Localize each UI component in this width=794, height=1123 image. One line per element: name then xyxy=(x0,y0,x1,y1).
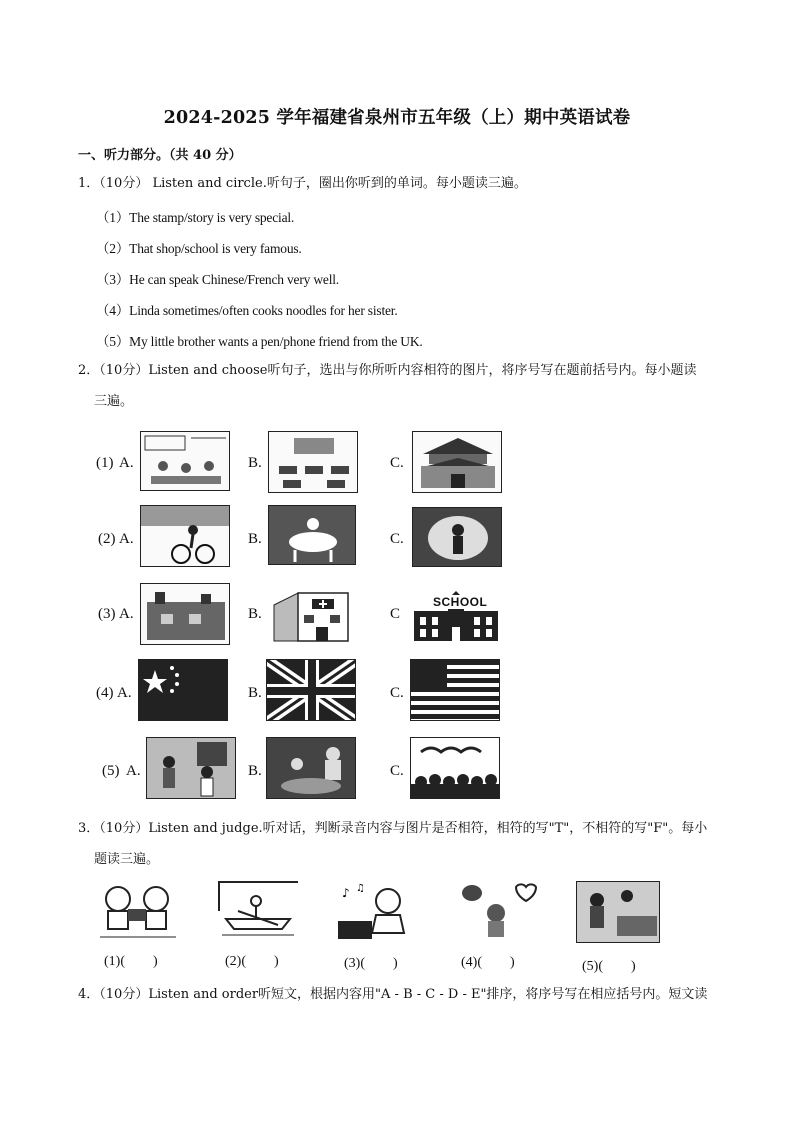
walking-person-picture xyxy=(412,507,502,567)
option-label-a: A. xyxy=(119,455,134,471)
row-number: (5) xyxy=(102,763,120,779)
svg-text:♪: ♪ xyxy=(342,886,350,900)
girl-with-balloons-picture xyxy=(456,881,538,941)
question-2-heading-cont: 三遍。 xyxy=(94,394,134,409)
music-performance-picture xyxy=(146,737,236,799)
question-3-heading: 3．（10分）Listen and judge.听对话，判断录音内容与图片是否相符，相符的写"T"，不相符的写"F"。每小 xyxy=(78,821,708,836)
question-1-heading: 1．（10分） Listen and circle.听句子，圈出你听到的单词。每小题读三遍。 xyxy=(78,176,527,191)
two-kids-picture xyxy=(98,881,178,941)
option-label-a: A. xyxy=(117,685,132,701)
question-3-caption-5: (5)( ) xyxy=(582,959,636,974)
option-label-b: B. xyxy=(248,531,262,547)
bike-riding-picture xyxy=(140,505,230,567)
school-building-picture xyxy=(412,583,500,645)
uk-flag-picture xyxy=(266,659,356,721)
kitchen-scene-picture xyxy=(576,881,660,943)
factory-picture xyxy=(140,583,230,645)
option-label-a: A. xyxy=(119,606,134,622)
hospital-picture xyxy=(268,583,354,645)
option-label-b: B. xyxy=(248,763,262,779)
question-4-heading: 4．（10分）Listen and order听短文，根据内容用"A - B - C - D - E"排序，将序号写在相应括号内。短文读 xyxy=(78,987,708,1002)
empty-classroom-picture xyxy=(268,431,358,493)
option-label-c: C. xyxy=(390,685,404,701)
question-2-heading: 2．（10分）Listen and choose听句子，选出与你所听内容相符的图片，将序号写在题前括号内。每小题读 xyxy=(78,363,697,378)
row-number: (2) xyxy=(98,531,116,547)
row-number: (3) xyxy=(98,606,116,622)
option-label-c: C. xyxy=(390,531,404,547)
horse-riding-picture xyxy=(268,505,356,565)
page-title: 2024-2025 学年福建省泉州市五年级（上）期中英语试卷 xyxy=(163,108,631,128)
tiananmen-picture xyxy=(412,431,502,493)
rowing-boat-picture xyxy=(218,881,298,939)
option-label-a: A. xyxy=(119,531,134,547)
question-1-item-1: （1）The stamp/story is very special. xyxy=(96,210,295,225)
classroom-scene-picture xyxy=(140,431,230,491)
question-3-caption-3: (3)( ) xyxy=(344,956,398,971)
question-1-item-2: （2）That shop/school is very famous. xyxy=(96,241,302,256)
question-1-item-5: （5）My little brother wants a pen/phone friend from the UK. xyxy=(96,334,423,349)
option-label-a: A. xyxy=(126,763,141,779)
family-dinner-picture xyxy=(266,737,356,799)
option-label-b: B. xyxy=(248,455,262,471)
row-number: (1) xyxy=(96,455,114,471)
usa-flag-picture xyxy=(410,659,500,721)
china-flag-picture xyxy=(138,659,228,721)
school-sign: SCHOOL xyxy=(433,595,488,609)
question-1-item-4: （4）Linda sometimes/often cooks noodles for her sister. xyxy=(96,303,398,318)
row-number: (4) xyxy=(96,685,114,701)
option-label-c: C xyxy=(390,606,401,622)
crowd-scene-picture xyxy=(410,737,500,799)
question-3-caption-2: (2)( ) xyxy=(225,954,279,969)
girl-piano-picture xyxy=(336,881,416,941)
option-label-c: C. xyxy=(390,455,404,471)
svg-text:♫: ♫ xyxy=(356,883,365,894)
section-heading-listening: 一、听力部分。（共 40 分） xyxy=(78,148,242,163)
question-3-caption-1: (1)( ) xyxy=(104,954,158,969)
question-3-heading-cont: 题读三遍。 xyxy=(94,852,160,867)
question-1-item-3: （3）He can speak Chinese/French very well. xyxy=(96,272,339,287)
option-label-b: B. xyxy=(248,606,262,622)
question-3-caption-4: (4)( ) xyxy=(461,955,515,970)
option-label-c: C. xyxy=(390,763,404,779)
option-label-b: B. xyxy=(248,685,262,701)
